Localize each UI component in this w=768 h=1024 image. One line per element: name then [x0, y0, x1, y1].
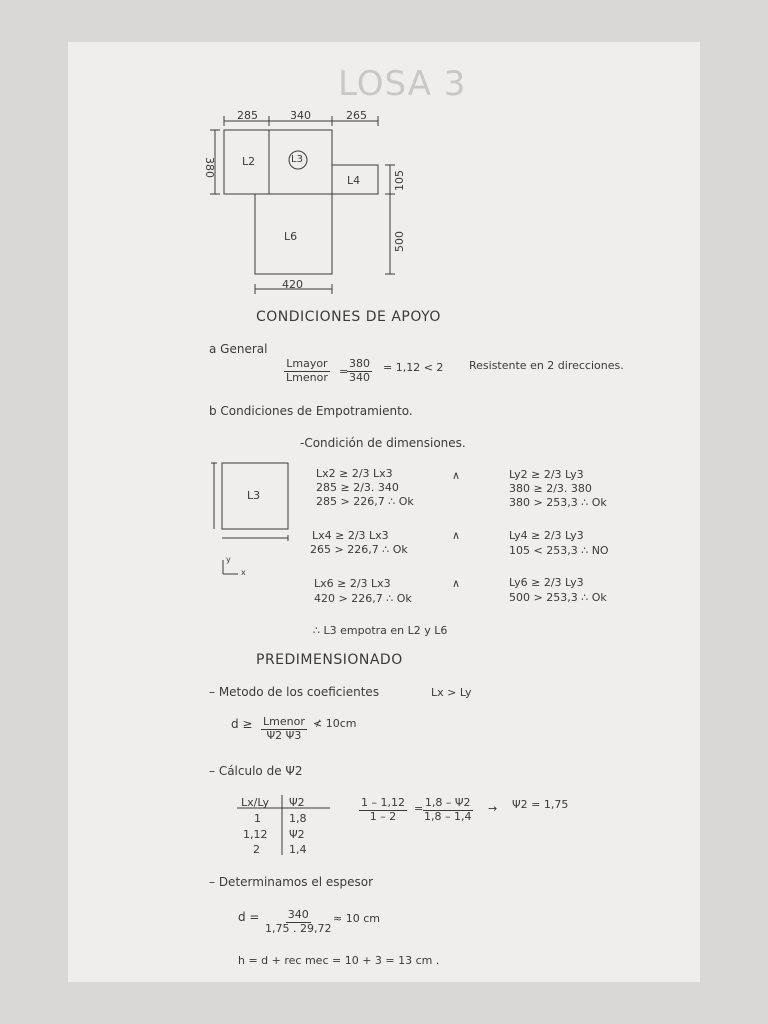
d2-denominator: 1,75 . 29,72 [265, 921, 332, 935]
table-row: 1 [254, 812, 261, 825]
heading-condiciones-apoyo: CONDICIONES DE APOYO [256, 309, 441, 325]
table-row: 1,12 [243, 828, 268, 841]
metodo-condicion: Lx > Ly [431, 686, 472, 699]
dim-top-l2: 285 [237, 109, 258, 122]
cond-row3-right-1: Ly6 ≥ 2/3 Ly3 [509, 576, 584, 589]
cond-row3-right-2: 500 > 253,3 ∴ Ok [509, 591, 607, 604]
interp-right-num: 1,8 – Ψ2 [424, 796, 471, 809]
interp-right-den: 1,8 – 1,4 [424, 809, 472, 823]
interp-right [422, 797, 473, 823]
label-metodo: – Metodo de los coeficientes [209, 685, 380, 699]
d-denominator: Ψ2 Ψ3 [266, 728, 302, 742]
d2-rhs: ≈ 10 cm [333, 912, 380, 925]
ratio-result-text: Resistente en 2 direcciones. [469, 359, 624, 372]
ratio-value-num: 380 [349, 357, 370, 370]
ratio-values [347, 358, 372, 384]
label-empotramiento: b Condiciones de Empotramiento. [209, 404, 413, 418]
table-row: 1,4 [289, 843, 307, 856]
cond-row1-left-1: Lx2 ≥ 2/3 Lx3 [316, 467, 393, 480]
dim-top-l3: 340 [290, 109, 311, 122]
axis-y-label: y [226, 555, 231, 564]
conclusion-empotra: ∴ L3 empotra en L2 y L6 [313, 624, 448, 637]
cond-row2-left-2: 265 > 226,7 ∴ Ok [310, 543, 408, 556]
cond-row1-right-2: 380 ≥ 2/3. 380 [509, 482, 592, 495]
cond-row3-left-1: Lx6 ≥ 2/3 Lx3 [314, 577, 391, 590]
table-row: Ψ2 [289, 828, 305, 841]
arrow-icon: → [488, 802, 498, 815]
slab-label-l2: L2 [242, 155, 256, 168]
cond-row1-right-1: Ly2 ≥ 2/3 Ly3 [509, 468, 584, 481]
cond-row3-and: ∧ [452, 577, 461, 590]
ratio-formula [284, 358, 330, 384]
slab-label-l4: L4 [347, 174, 361, 187]
label-condicion-dimensiones: -Condición de dimensiones. [300, 436, 466, 450]
cond-row3-left-2: 420 > 226,7 ∴ Ok [314, 592, 412, 605]
dim-right-l6: 500 [393, 231, 406, 252]
dim-bottom: 420 [282, 278, 303, 291]
dim-left: 380 [203, 157, 216, 178]
cond-row2-left-1: Lx4 ≥ 2/3 Lx3 [312, 529, 389, 542]
label-determinamos: – Determinamos el espesor [209, 875, 374, 889]
cond-row2-right-2: 105 < 253,3 ∴ NO [509, 544, 609, 557]
h-formula: h = d + rec mec = 10 + 3 = 13 cm . [238, 954, 440, 967]
d2-numerator: 340 [287, 908, 309, 921]
interp-left-den: 1 – 2 [369, 809, 397, 823]
ratio-numerator: Lmayor [286, 357, 328, 370]
table-header-psi2: Ψ2 [289, 796, 305, 809]
interp-equals: = [414, 802, 424, 815]
cond-row1-and: ∧ [452, 469, 461, 482]
table-row: 1,8 [289, 812, 307, 825]
label-general: a General [209, 342, 268, 356]
cond-row1-left-3: 285 > 226,7 ∴ Ok [316, 495, 414, 508]
d2-lhs: d = [238, 910, 260, 924]
table-row: 2 [253, 843, 260, 856]
d2-formula [263, 909, 333, 935]
slab-label-l3: L3 [291, 154, 303, 165]
label-calculo-psi: – Cálculo de Ψ2 [209, 764, 303, 778]
d-formula [261, 716, 307, 742]
equals-sign: = [339, 365, 349, 378]
ratio-result: = 1,12 < 2 [383, 361, 444, 374]
interp-left-num: 1 – 1,12 [361, 796, 405, 809]
cond-row2-right-1: Ly4 ≥ 2/3 Ly3 [509, 529, 584, 542]
d-lhs: d ≥ [231, 717, 253, 731]
cond-row2-and: ∧ [452, 529, 461, 542]
axis-x-label: x [241, 568, 246, 577]
cond-row1-right-3: 380 > 253,3 ∴ Ok [509, 496, 607, 509]
table-header-lxly: Lx/Ly [241, 796, 269, 809]
dim-right-l4: 105 [393, 170, 406, 191]
mini-slab-label: L3 [247, 489, 261, 502]
heading-predimensionado: PREDIMENSIONADO [256, 652, 403, 668]
psi-result: Ψ2 = 1,75 [512, 798, 569, 811]
d-rhs: ≮ 10cm [313, 717, 357, 730]
cond-row1-left-2: 285 ≥ 2/3. 340 [316, 481, 399, 494]
dim-top-l4: 265 [346, 109, 367, 122]
slab-label-l6: L6 [284, 230, 298, 243]
ratio-denominator: Lmenor [286, 370, 328, 384]
page-title: LOSA 3 [338, 64, 467, 104]
ratio-value-den: 340 [349, 370, 370, 384]
d-numerator: Lmenor [263, 715, 305, 728]
interp-left [359, 797, 407, 823]
